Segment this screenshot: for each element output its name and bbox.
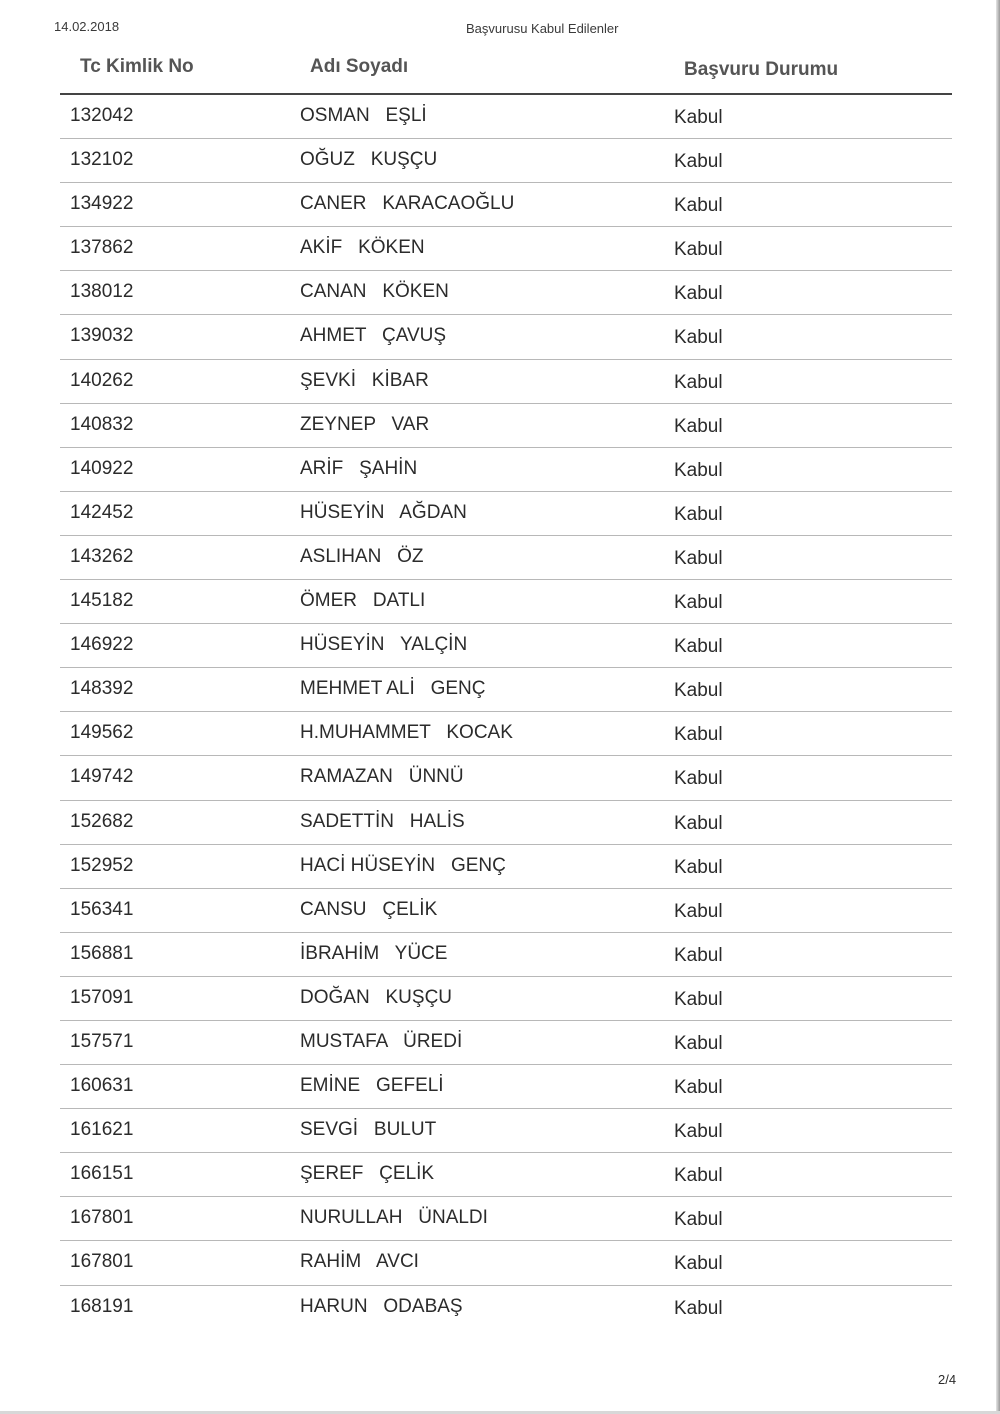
table-row	[0, 1153, 1000, 1197]
status-cell: Kabul	[674, 1165, 723, 1187]
table-row	[0, 756, 1000, 800]
table-row	[0, 624, 1000, 668]
name-cell: ŞEREF ÇELİK	[300, 1163, 435, 1185]
name-cell: OĞUZ KUŞÇU	[300, 149, 438, 171]
tc-kimlik-no-cell: 152682	[70, 810, 134, 832]
document-title: Başvurusu Kabul Edilenler	[466, 21, 619, 36]
status-cell: Kabul	[674, 1077, 723, 1099]
tc-kimlik-no-cell: 140922	[70, 457, 134, 479]
name-cell: RAMAZAN ÜNNÜ	[300, 766, 464, 788]
status-cell: Kabul	[674, 239, 723, 261]
table-row	[0, 448, 1000, 492]
tc-kimlik-no-cell: 167801	[70, 1251, 134, 1273]
table-row	[0, 360, 1000, 404]
status-cell: Kabul	[674, 944, 723, 966]
name-cell: AHMET ÇAVUŞ	[300, 325, 447, 347]
tc-kimlik-no-cell: 167801	[70, 1207, 134, 1229]
name-cell: SEVGİ BULUT	[300, 1119, 437, 1141]
name-cell: CANSU ÇELİK	[300, 898, 438, 920]
table-row	[0, 1286, 1000, 1330]
page-number: 2/4	[938, 1372, 957, 1387]
status-cell: Kabul	[674, 371, 723, 393]
tc-kimlik-no-cell: 166151	[70, 1163, 134, 1185]
tc-kimlik-no-cell: 140832	[70, 413, 134, 435]
name-cell: SADETTİN HALİS	[300, 810, 465, 832]
name-cell: ARİF ŞAHİN	[300, 457, 418, 479]
status-cell: Kabul	[674, 636, 723, 658]
tc-kimlik-no-cell: 156881	[70, 942, 134, 964]
table-row	[0, 845, 1000, 889]
table-row	[0, 1241, 1000, 1285]
table-row	[0, 492, 1000, 536]
tc-kimlik-no-cell: 161621	[70, 1119, 134, 1141]
name-cell: AKİF KÖKEN	[300, 237, 425, 259]
status-cell: Kabul	[674, 724, 723, 746]
status-cell: Kabul	[674, 547, 723, 569]
name-cell: ŞEVKİ KİBAR	[300, 369, 429, 391]
tc-kimlik-no-cell: 134922	[70, 193, 134, 215]
name-cell: RAHİM AVCI	[300, 1251, 419, 1273]
table-row	[0, 977, 1000, 1021]
name-cell: MUSTAFA ÜREDİ	[300, 1030, 463, 1052]
table-row	[0, 139, 1000, 183]
status-cell: Kabul	[674, 503, 723, 525]
column-header-adi-soyadi: Adı Soyadı	[310, 56, 409, 77]
table-row	[0, 404, 1000, 448]
table-row	[0, 315, 1000, 359]
tc-kimlik-no-cell: 149562	[70, 722, 134, 744]
status-cell: Kabul	[674, 283, 723, 305]
status-cell: Kabul	[674, 680, 723, 702]
tc-kimlik-no-cell: 146922	[70, 634, 134, 656]
tc-kimlik-no-cell: 157571	[70, 1030, 134, 1052]
tc-kimlik-no-cell: 149742	[70, 766, 134, 788]
table-row	[0, 889, 1000, 933]
tc-kimlik-no-cell: 148392	[70, 678, 134, 700]
status-cell: Kabul	[674, 856, 723, 878]
applicant-table-body	[0, 95, 1000, 1330]
status-cell: Kabul	[674, 900, 723, 922]
table-row	[0, 227, 1000, 271]
table-row	[0, 712, 1000, 756]
name-cell: ASLIHAN ÖZ	[300, 545, 424, 567]
status-cell: Kabul	[674, 459, 723, 481]
name-cell: HÜSEYİN YALÇİN	[300, 634, 468, 656]
tc-kimlik-no-cell: 139032	[70, 325, 134, 347]
tc-kimlik-no-cell: 152952	[70, 854, 134, 876]
status-cell: Kabul	[674, 592, 723, 614]
table-row	[0, 95, 1000, 139]
name-cell: HACİ HÜSEYİN GENÇ	[300, 854, 506, 876]
table-row	[0, 183, 1000, 227]
status-cell: Kabul	[674, 1121, 723, 1143]
status-cell: Kabul	[674, 107, 723, 128]
table-row	[0, 580, 1000, 624]
status-cell: Kabul	[674, 415, 723, 437]
tc-kimlik-no-cell: 137862	[70, 237, 134, 259]
status-cell: Kabul	[674, 1297, 723, 1319]
name-cell: ÖMER DATLI	[300, 590, 426, 612]
status-cell: Kabul	[674, 1253, 723, 1275]
table-row	[0, 1065, 1000, 1109]
name-cell: MEHMET ALİ GENÇ	[300, 678, 486, 700]
status-cell: Kabul	[674, 812, 723, 834]
table-row	[0, 1021, 1000, 1065]
column-header-tc-kimlik-no: Tc Kimlik No	[80, 56, 194, 77]
name-cell: HÜSEYİN AĞDAN	[300, 501, 467, 523]
tc-kimlik-no-cell: 140262	[70, 369, 134, 391]
status-cell: Kabul	[674, 1032, 723, 1054]
tc-kimlik-no-cell: 132102	[70, 149, 134, 171]
column-header-basvuru-durumu: Başvuru Durumu	[684, 59, 839, 80]
table-row	[0, 1197, 1000, 1241]
status-cell: Kabul	[674, 988, 723, 1010]
tc-kimlik-no-cell: 145182	[70, 590, 134, 612]
table-row	[0, 668, 1000, 712]
name-cell: ZEYNEP VAR	[300, 413, 430, 435]
table-row	[0, 1109, 1000, 1153]
tc-kimlik-no-cell: 138012	[70, 281, 134, 303]
tc-kimlik-no-cell: 156341	[70, 898, 134, 920]
tc-kimlik-no-cell: 160631	[70, 1075, 134, 1097]
name-cell: DOĞAN KUŞÇU	[300, 986, 453, 1008]
table-row	[0, 536, 1000, 580]
table-row	[0, 801, 1000, 845]
status-cell: Kabul	[674, 768, 723, 790]
name-cell: NURULLAH ÜNALDI	[300, 1207, 488, 1229]
table-row	[0, 933, 1000, 977]
tc-kimlik-no-cell: 132042	[70, 105, 134, 126]
tc-kimlik-no-cell: 142452	[70, 501, 134, 523]
print-date: 14.02.2018	[54, 19, 120, 34]
name-cell: EMİNE GEFELİ	[300, 1075, 444, 1097]
name-cell: CANAN KÖKEN	[300, 281, 449, 303]
status-cell: Kabul	[674, 151, 723, 173]
tc-kimlik-no-cell: 157091	[70, 986, 134, 1008]
status-cell: Kabul	[674, 1209, 723, 1231]
table-row	[0, 271, 1000, 315]
name-cell: H.MUHAMMET KOCAK	[300, 722, 513, 744]
name-cell: İBRAHİM YÜCE	[300, 942, 448, 964]
name-cell: HARUN ODABAŞ	[300, 1295, 463, 1317]
tc-kimlik-no-cell: 168191	[70, 1295, 134, 1317]
name-cell: OSMAN EŞLİ	[300, 105, 427, 126]
name-cell: CANER KARACAOĞLU	[300, 193, 515, 215]
status-cell: Kabul	[674, 195, 723, 217]
status-cell: Kabul	[674, 327, 723, 349]
tc-kimlik-no-cell: 143262	[70, 545, 134, 567]
